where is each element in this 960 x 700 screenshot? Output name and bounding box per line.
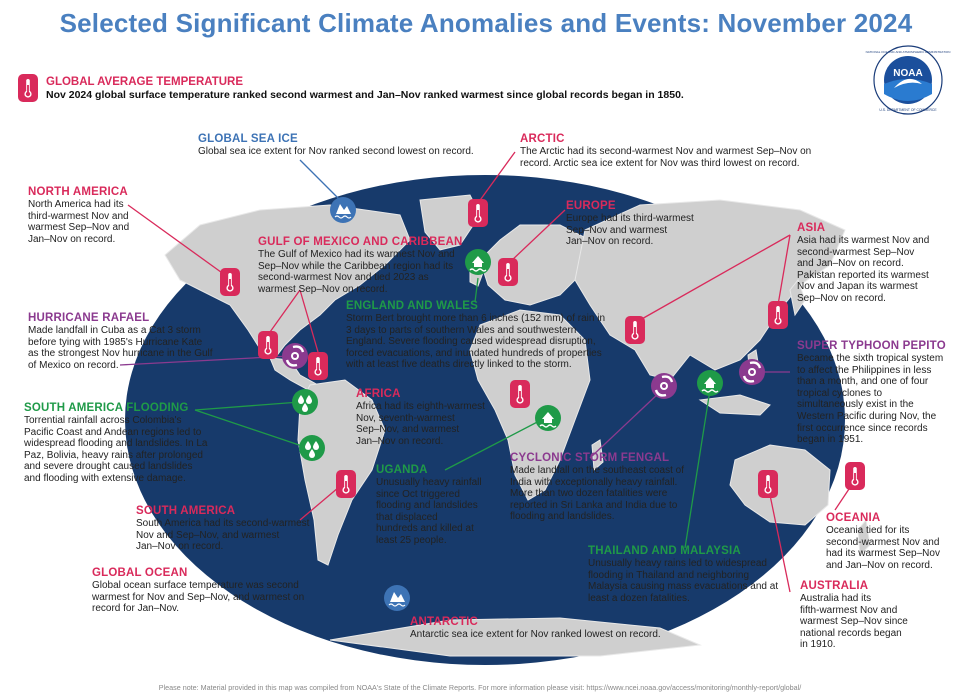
south-america-thermometer-icon: [336, 470, 356, 498]
callout-line: Became the sixth tropical system: [797, 353, 944, 364]
leader-global-sea-ice: [300, 160, 340, 200]
callout-europe: [566, 200, 716, 248]
callout-line: as the strongest Nov hurricane in the Gulf: [28, 348, 213, 360]
bolivia-rain-drops-icon: [299, 435, 325, 461]
callout-line: flooding and landslides.: [510, 511, 615, 523]
callout-line: with at least five deaths directly linked to the storm.: [346, 359, 572, 371]
callout-line: 3 days to parts of southern Wales and southwestern: [346, 324, 577, 336]
hurricane-rafael-icon: [282, 343, 308, 369]
callout-line: to affect the Philippines in less: [797, 364, 932, 376]
callout-heading: ENGLAND AND WALES: [346, 300, 479, 312]
callout-heading: UGANDA: [376, 464, 428, 476]
callout-line: Jan–Nov on record.: [136, 541, 224, 553]
callout-line: Pakistan reported its warmest: [797, 269, 929, 281]
callout-cyclonic-storm-fengal: [510, 452, 710, 523]
callout-line: than a month, and one of four: [797, 376, 929, 388]
callout-heading: HURRICANE RAFAEL: [28, 312, 150, 324]
callout-line: simultaneously exist in the: [797, 399, 914, 411]
callout-heading: SOUTH AMERICA FLOODING: [24, 402, 189, 414]
callout-line: record for Jan–Nov.: [92, 603, 180, 615]
callout-line: and Jan–Nov on record.: [826, 559, 933, 571]
callout-line: England. Severe flooding caused widespread disruption,: [346, 336, 596, 348]
callout-line: before tying with 1985's Hurricane Kate: [28, 336, 203, 348]
callout-line: flooding in Thailand and neighboring: [588, 569, 750, 581]
callout-line: More than two dozen fatalities were: [510, 488, 668, 500]
callout-heading: NORTH AMERICA: [28, 186, 128, 198]
callout-super-typhoon-pepito: [797, 340, 957, 446]
callout-line: warmest Sep–Nov on record.: [258, 283, 388, 295]
callout-heading: GLOBAL SEA ICE: [198, 133, 298, 145]
callout-line: and severe drought caused landslides: [24, 461, 193, 473]
callout-line: warmest for Nov and Sep–Nov, and warmest on: [92, 591, 305, 603]
callout-heading: ARCTIC: [520, 133, 565, 145]
callout-line: first occurrence since records: [797, 422, 928, 434]
callout-line: Paz, Bolivia, heavy rains after prolonged: [24, 449, 203, 461]
australia-thermometer-icon: [758, 470, 778, 498]
callout-line: The Arctic had its second-warmest Nov and warmest Sep–Nov on: [520, 146, 812, 157]
callout-line: Oceania tied for its: [826, 525, 910, 536]
callout-line: Africa had its eighth-warmest: [356, 401, 485, 412]
callout-line: Jan–Nov on record.: [28, 233, 116, 245]
callout-line: least 25 people.: [376, 534, 447, 546]
callout-line: Sep–Nov while the Caribbean region had its: [258, 260, 454, 272]
uganda-flood-icon: [535, 405, 561, 431]
noaa-ring-top: NATIONAL OCEANIC AND ATMOSPHERIC ADMINISTRATION: [865, 50, 951, 54]
thailand-flood-icon: [697, 370, 723, 396]
callout-heading: SUPER TYPHOON PEPITO: [797, 340, 946, 352]
noaa-wordmark: NOAA: [893, 68, 923, 79]
japan-thermometer-icon: [768, 301, 788, 329]
callout-line: Jan–Nov on record.: [356, 435, 444, 447]
callout-line: flooding and landslides: [376, 500, 478, 512]
callout-line: warmest Sep–Nov and: [28, 222, 130, 234]
callout-line: record. Arctic sea ice extent for Nov was third lowest on record.: [520, 157, 800, 169]
callout-line: tropical cyclones to: [797, 387, 883, 399]
callout-line: Sep–Nov on record.: [797, 292, 886, 304]
callout-line: Sep–Nov and warmest: [566, 224, 668, 236]
callout-line: of Mexico on record.: [28, 359, 119, 371]
callout-line: Asia had its warmest Nov and: [797, 235, 930, 246]
callout-line: Unusually heavy rains led to widespread: [588, 558, 767, 569]
callout-line: fifth-warmest Nov and: [800, 604, 898, 616]
callout-heading: AFRICA: [356, 388, 401, 400]
callout-line: Made landfall in Cuba as a Cat 3 storm: [28, 325, 201, 336]
callout-line: Jan–Nov on record.: [566, 236, 654, 248]
callout-australia: [800, 580, 930, 651]
callout-line: since Oct triggered: [376, 488, 460, 500]
callout-line: Global sea ice extent for Nov ranked second lowest on record.: [198, 146, 474, 157]
callout-line: Nov, seventh-warmest: [356, 412, 455, 424]
europe-thermometer-icon: [498, 258, 518, 286]
footnote: Please note: Material provided in this map was compiled from NOAA's State of the Climate Reports. For more information please visit: https://www.ncei.noaa.gov/access/monitoring/monthly-report/global/: [158, 683, 802, 692]
callout-line: Europe had its third-warmest: [566, 213, 694, 224]
callout-gulf-of-mexico: [258, 236, 488, 295]
callout-line: India with exceptionally heavy rainfall.: [510, 476, 678, 488]
callout-antarctic: [410, 616, 710, 641]
callout-line: North America had its: [28, 199, 124, 210]
callout-line: warmest Sep–Nov since: [800, 616, 908, 628]
callout-line: Antarctic sea ice extent for Nov ranked lowest on record.: [410, 629, 661, 640]
callout-line: third-warmest Nov and: [28, 210, 129, 222]
global-average-temperature-heading: GLOBAL AVERAGE TEMPERATURE: [46, 76, 243, 88]
callout-global-sea-ice: [198, 133, 498, 158]
callout-line: hundreds and killed at: [376, 523, 474, 535]
callout-line: Torrential rainfall across Colombia's: [24, 415, 182, 426]
oceania-thermometer-icon: [845, 462, 865, 490]
noaa-logo: [865, 44, 951, 116]
callout-global-ocean: [92, 567, 322, 615]
callout-line: Malaysia causing mass evacuations and at: [588, 581, 779, 593]
callout-south-america: [136, 505, 326, 553]
callout-heading: THAILAND AND MALAYSIA: [588, 545, 741, 557]
callout-line: that displaced: [376, 511, 438, 523]
callout-heading: ANTARCTIC: [410, 616, 479, 628]
callout-line: national records began: [800, 627, 902, 639]
callout-line: Storm Bert brought more than 6 inches (152 mm) of rain in: [346, 313, 606, 324]
callout-line: Nov and Japan its warmest: [797, 281, 918, 293]
global-temperature-thermometer-icon: [18, 74, 38, 102]
callout-line: Sep–Nov, and warmest: [356, 424, 460, 436]
callout-line: Made landfall on the southeast coast of: [510, 465, 685, 476]
caribbean-thermometer-icon: [308, 352, 328, 380]
callout-line: Unusually heavy rainfall: [376, 477, 482, 488]
callout-asia: [797, 222, 947, 305]
callout-line: and Jan–Nov on record.: [797, 258, 904, 270]
callout-line: The Gulf of Mexico had its warmest Nov and: [258, 249, 455, 260]
noaa-ring-bottom: U.S. DEPARTMENT OF COMMERCE: [879, 108, 937, 112]
callout-line: forced evacuations, and inundated hundreds of properties: [346, 347, 602, 359]
page-title: Selected Significant Climate Anomalies and Events: November 2024: [59, 8, 913, 38]
callout-line: Nov and Sep–Nov, and warmest: [136, 529, 280, 541]
callout-line: South America had its second-warmest: [136, 518, 310, 529]
callout-line: reported in Sri Lanka and India due to: [510, 499, 678, 511]
africa-thermometer-icon: [510, 380, 530, 408]
callout-line: second-warmest Nov and tied 2023 as: [258, 272, 429, 284]
global-average-temperature-text: Nov 2024 global surface temperature ranked second warmest and Jan–Nov ranked warmest since global records began in 1850.: [46, 89, 684, 101]
callout-hurricane-rafael: [28, 312, 238, 371]
callout-uganda: [376, 464, 506, 547]
callout-line: Pacific Coast and Andean regions led to: [24, 426, 202, 438]
callout-line: least a dozen fatalities.: [588, 592, 690, 604]
callout-heading: ASIA: [797, 222, 826, 234]
callout-line: second-warmest Sep–Nov: [797, 246, 915, 258]
callout-thailand-and-malaysia: [588, 545, 798, 604]
callout-africa: [356, 388, 506, 447]
gulf-thermometer-icon: [258, 331, 278, 359]
callout-line: in 1910.: [800, 639, 836, 651]
super-typhoon-icon: [739, 359, 765, 385]
callout-line: had its warmest Sep–Nov: [826, 548, 940, 560]
callout-south-america-flooding: [24, 402, 234, 485]
callout-heading: EUROPE: [566, 200, 616, 212]
callout-line: and flooding with extensive damage.: [24, 472, 186, 484]
fengal-hurricane-icon: [651, 373, 677, 399]
callout-heading: GLOBAL OCEAN: [92, 567, 188, 579]
colombia-rain-drops-icon: [292, 389, 318, 415]
callout-oceania: [826, 512, 956, 571]
north-america-thermometer-icon: [220, 268, 240, 296]
callout-heading: CYCLONIC STORM FENGAL: [510, 452, 670, 464]
arctic-thermometer-icon: [468, 199, 488, 227]
callout-arctic: [520, 133, 830, 169]
global-sea-ice-icon: [330, 197, 356, 223]
callout-heading: GULF OF MEXICO AND CARIBBEAN: [258, 236, 463, 248]
callout-line: Western Pacific during Nov, the: [797, 410, 937, 422]
callout-line: began in 1951.: [797, 434, 864, 446]
callout-heading: SOUTH AMERICA: [136, 505, 236, 517]
callout-england-and-wales: [346, 300, 646, 371]
antarctic-sea-ice-icon: [384, 585, 410, 611]
callout-line: Australia had its: [800, 593, 872, 604]
callout-line: widespread flooding and landslides. In La: [24, 438, 208, 450]
callout-line: Global ocean surface temperature was second: [92, 580, 299, 591]
callout-north-america: [28, 186, 148, 245]
callout-heading: AUSTRALIA: [800, 580, 869, 592]
callout-line: second-warmest Nov and: [826, 536, 940, 548]
callout-heading: OCEANIA: [826, 512, 881, 524]
